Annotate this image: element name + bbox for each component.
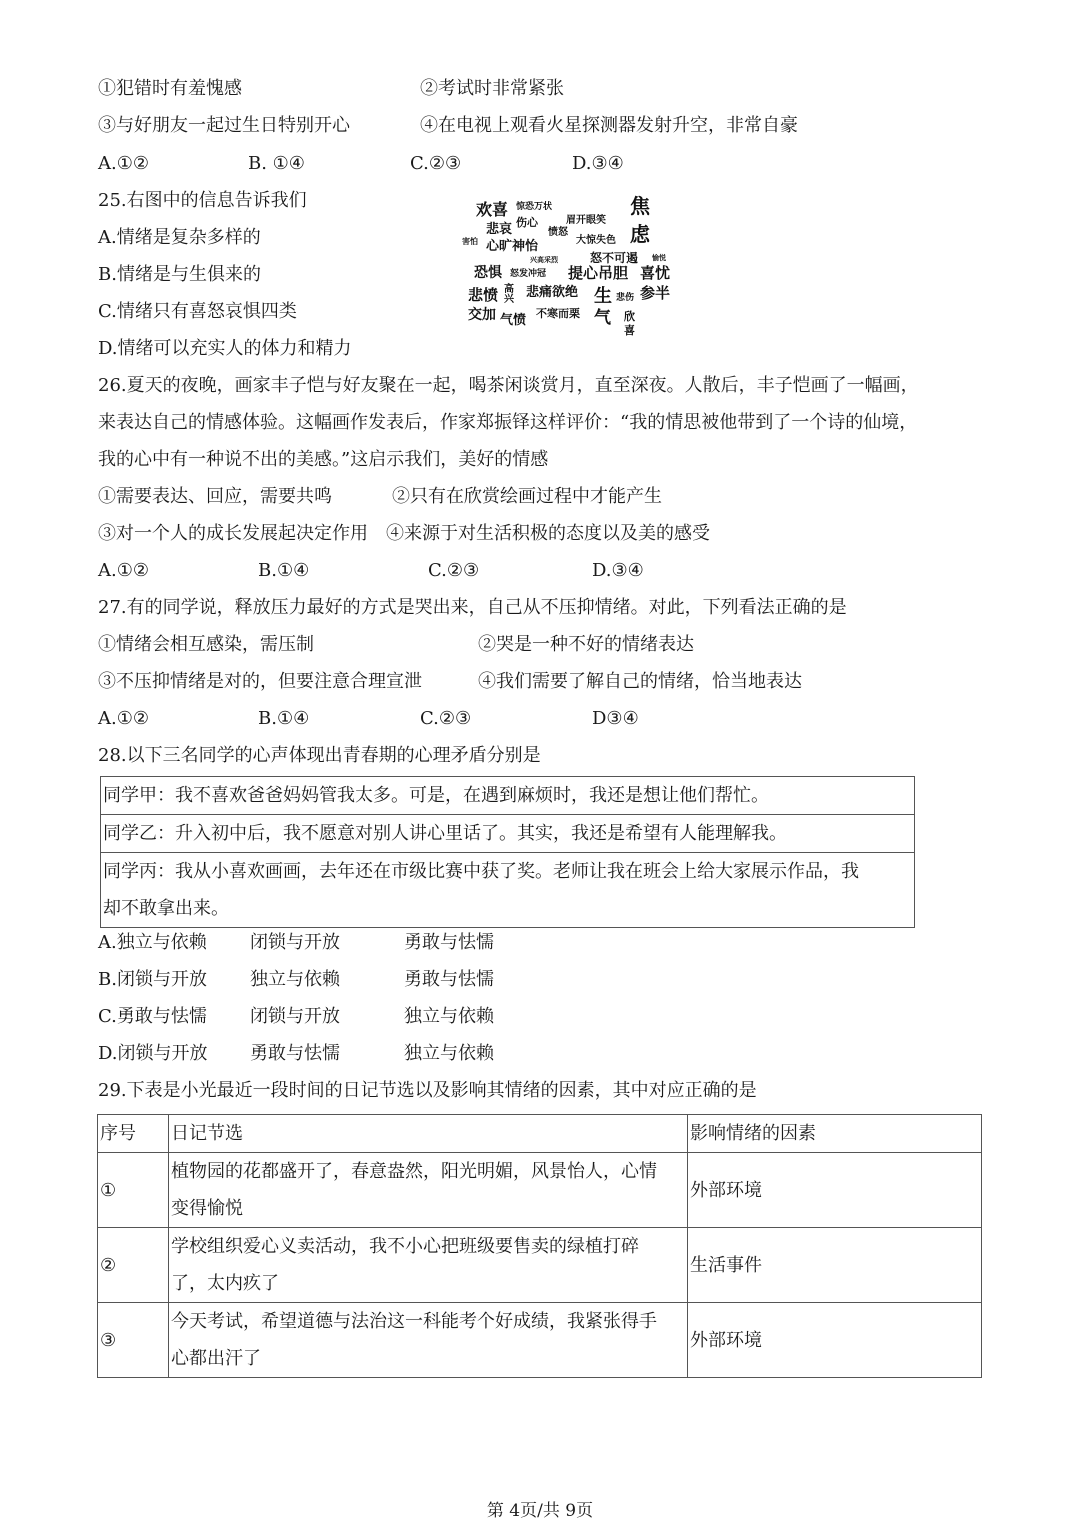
cloud-word: 伤心 [516,216,538,229]
cloud-word: 害怕 [462,237,478,246]
q27-option-3: ③不压抑情绪是对的，但要注意合理宣泄 [98,671,422,692]
q28-student-c-line-1: 同学丙：我从小喜欢画画，去年还在市级比赛中获了奖。老师让我在班会上给大家展示作品，我 [103,861,859,882]
q27-choice-b: B.①④ [258,708,310,729]
q24-choice-a: A.①② [98,153,149,174]
row-diary [169,1228,688,1303]
q28-choice-a-3: 勇敢与怯懦 [404,932,494,953]
cloud-word: 焦 [630,194,650,218]
row-diary-line: 今天考试，希望道德与法治这一科能考个好成绩，我紧张得手 [171,1311,657,1332]
q26-option-3: ③对一个人的成长发展起决定作用 [98,523,368,544]
cloud-word: 虑 [630,222,650,246]
q27-choice-c: C.②③ [420,708,472,729]
header-diary: 日记节选 [169,1115,688,1153]
q28-stem: 28.以下三名同学的心声体现出青春期的心理矛盾分别是 [98,745,541,766]
q25-choice-d: D.情绪可以充实人的体力和精力 [98,338,352,359]
q24-choice-d: D.③④ [572,153,624,174]
cloud-word: 高兴 [504,284,514,305]
q27-option-1: ①情绪会相互感染，需压制 [98,634,314,655]
cloud-word: 愉悦 [652,254,666,262]
cloud-word: 眉开眼笑 [566,215,606,226]
q28-choice-d-1: D.闭锁与开放 [98,1043,208,1064]
q28-student-c [101,853,915,928]
header-factor: 影响情绪的因素 [688,1115,982,1153]
cloud-word: 怒发冲冠 [510,269,547,279]
row-number: ① [98,1153,169,1228]
q26-option-4: ④来源于对生活积极的态度以及美的感受 [386,523,710,544]
cloud-word: 不寒而栗 [536,307,580,320]
q28-choice-b-1: B.闭锁与开放 [98,969,207,990]
q24-option-2: ②考试时非常紧张 [420,78,564,99]
cloud-word: 悲痛欲绝 [526,285,579,300]
cloud-word: 欣喜 [624,310,635,337]
q26-stem-line-1: 26.夏天的夜晚，画家丰子恺与好友聚在一起，喝茶闲谈赏月，直至深夜。人散后，丰子恺画了一幅画， [98,375,919,396]
q25-stem: 25.右图中的信息告诉我们 [98,190,307,211]
cloud-word: 气 [594,308,611,328]
row-number: ③ [98,1303,169,1378]
row-diary [169,1153,688,1228]
q28-student-c-line-2: 却不敢拿出来。 [103,898,229,919]
table-row [98,1228,982,1303]
row-diary-line: 变得愉悦 [171,1198,243,1219]
q26-choice-b: B.①④ [258,560,310,581]
row-diary [169,1303,688,1378]
cloud-word: 大惊失色 [576,235,616,246]
cloud-word: 悲哀 [486,222,513,237]
q27-choice-a: A.①② [98,708,149,729]
emotion-word-cloud [458,192,688,342]
table-row [98,1303,982,1378]
q28-choice-c-3: 独立与依赖 [404,1006,494,1027]
cloud-word: 提心吊胆 [568,264,629,282]
q28-choice-d-3: 独立与依赖 [404,1043,494,1064]
q26-choice-a: A.①② [98,560,149,581]
q24-option-1: ①犯错时有羞愧感 [98,78,242,99]
cloud-word: 悲伤 [616,293,635,303]
row-factor: 外部环境 [688,1303,982,1378]
q24-choice-c: C.②③ [410,153,462,174]
q28-student-b: 同学乙：升入初中后，我不愿意对别人讲心里话了。其实，我还是希望有人能理解我。 [101,815,915,853]
q26-choice-d: D.③④ [592,560,644,581]
cloud-word: 交加 [468,307,496,323]
q26-stem-line-2: 来表达自己的情感体验。这幅画作发表后，作家郑振铎这样评价：“我的情思被他带到了一个诗的仙境， [98,412,918,433]
q26-option-2: ②只有在欣赏绘画过程中才能产生 [392,486,662,507]
q25-choice-a: A.情绪是复杂多样的 [98,227,261,248]
cloud-word: 心旷神怡 [486,239,539,254]
q27-choice-d: D③④ [592,708,639,729]
row-diary-line: 了，太内疚了 [171,1273,279,1294]
row-factor: 生活事件 [688,1228,982,1303]
q27-option-2: ②哭是一种不好的情绪表达 [478,634,694,655]
q25-choice-b: B.情绪是与生俱来的 [98,264,261,285]
q28-student-a: 同学甲：我不喜欢爸爸妈妈管我太多。可是，在遇到麻烦时，我还是想让他们帮忙。 [101,777,915,815]
row-number: ② [98,1228,169,1303]
q29-diary-table [97,1114,982,1378]
cloud-word: 气愤 [500,313,527,328]
q28-choice-a-2: 闭锁与开放 [250,932,340,953]
q26-stem-line-3: 我的心中有一种说不出的美感。”这启示我们，美好的情感 [98,449,549,470]
q27-option-4: ④我们需要了解自己的情绪，恰当地表达 [478,671,802,692]
cloud-word: 参半 [640,284,671,302]
q24-option-4: ④在电视上观看火星探测器发射升空，非常自豪 [420,115,798,136]
q28-choice-c-1: C.勇敢与怯懦 [98,1006,207,1027]
row-diary-line: 植物园的花都盛开了，春意盎然，阳光明媚，风景怡人，心情 [171,1161,657,1182]
cloud-word: 惊恐万状 [516,202,553,212]
q28-choice-d-2: 勇敢与怯懦 [250,1043,340,1064]
cloud-word: 生 [594,286,612,307]
q26-choice-c: C.②③ [428,560,480,581]
table-row [98,1153,982,1228]
q28-statements-box [100,776,915,928]
q24-option-3: ③与好朋友一起过生日特别开心 [98,115,350,136]
cloud-word: 愤怒 [548,227,568,238]
cloud-word: 怒不可遏 [590,251,639,265]
row-diary-line: 学校组织爱心义卖活动，我不小心把班级要售卖的绿植打碎 [171,1236,639,1257]
q25-choice-c: C.情绪只有喜怒哀惧四类 [98,301,297,322]
q29-stem: 29.下表是小光最近一段时间的日记节选以及影响其情绪的因素，其中对应正确的是 [98,1080,757,1101]
q26-option-1: ①需要表达、回应，需要共鸣 [98,486,332,507]
q28-choice-b-2: 独立与依赖 [250,969,340,990]
cloud-word: 兴高采烈 [530,256,558,264]
row-factor: 外部环境 [688,1153,982,1228]
cloud-word: 欢喜 [476,200,509,219]
table-header-row [98,1115,982,1153]
q24-choice-b: B. ①④ [248,153,305,174]
cloud-word: 悲愤 [468,286,499,304]
page-number: 第 4页/共 9页 [486,1501,594,1521]
cloud-word: 恐惧 [474,265,502,281]
q28-choice-b-3: 勇敢与怯懦 [404,969,494,990]
header-number: 序号 [98,1115,169,1153]
q28-choice-c-2: 闭锁与开放 [250,1006,340,1027]
q28-choice-a-1: A.独立与依赖 [98,932,207,953]
row-diary-line: 心都出汗了 [171,1348,261,1369]
cloud-word: 喜忧 [640,264,671,282]
q27-stem: 27.有的同学说，释放压力最好的方式是哭出来，自己从不压抑情绪。对此，下列看法正确的是 [98,597,847,618]
